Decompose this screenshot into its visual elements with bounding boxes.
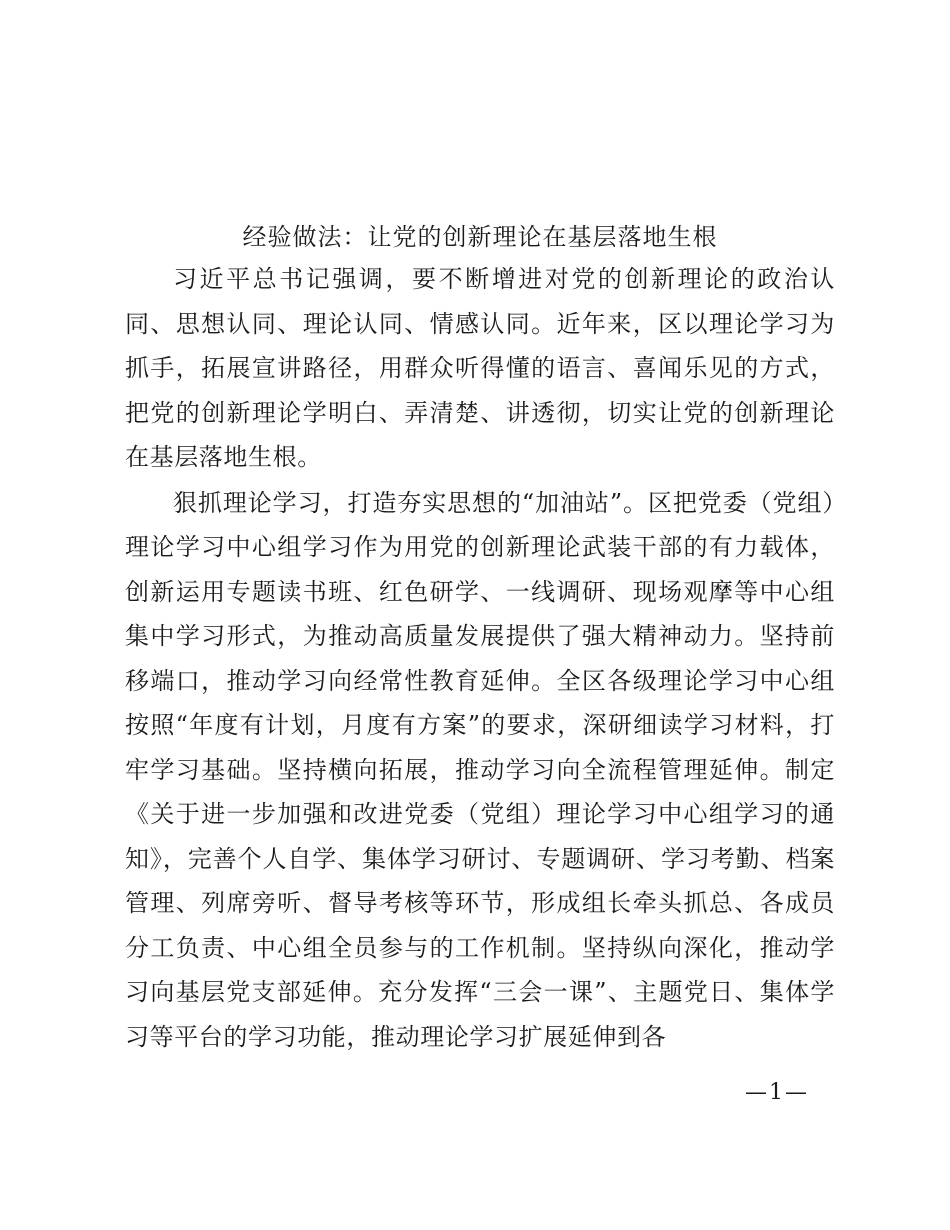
paragraph-theory-study: 狠抓理论学习，打造夯实思想的“加油站”。区把党委（党组）理论学习中心组学习作为用党的创新理论武装干部的有力载体，创新运用专题读书班、红色研学、一线调研、现场观摩等中心组集中学习形式，为推动高质量发展提供了强大精神动力。坚持前移端口，推动学习向经常性教育延伸。全区各级理论学习中心组按照“年度有计划，月度有方案”的要求，深研细读学习材料，打牢学习基础。坚持横向拓展，推动学习向全流程管理延伸。制定《关于进一步加强和改进党委（党组）理论学习中心组学习的通知》，完善个人自学、集体学习研讨、专题调研、学习考勤、档案管理、列席旁听、督导考核等环节，形成组长牵头抓总、各成员分工负责、中心组全员参与的工作机制。坚持纵向深化，推动学习向基层党支部延伸。充分发挥“三会一课”、主题党日、集体学习等平台的学习功能，推动理论学习扩展延伸到各 (125, 488, 835, 1051)
document-title: 经验做法：让党的创新理论在基层落地生根 (242, 223, 718, 251)
paragraph-intro: 习近平总书记强调，要不断增进对党的创新理论的政治认同、思想认同、理论认同、情感认同。近年来，区以理论学习为抓手，拓展宣讲路径，用群众听得懂的语言、喜闻乐见的方式，把党的创新理论学明白、弄清楚、讲透彻，切实让党的创新理论在基层落地生根。 (125, 265, 835, 471)
document-body (125, 257, 835, 1059)
page-number: —1— (745, 1080, 809, 1105)
